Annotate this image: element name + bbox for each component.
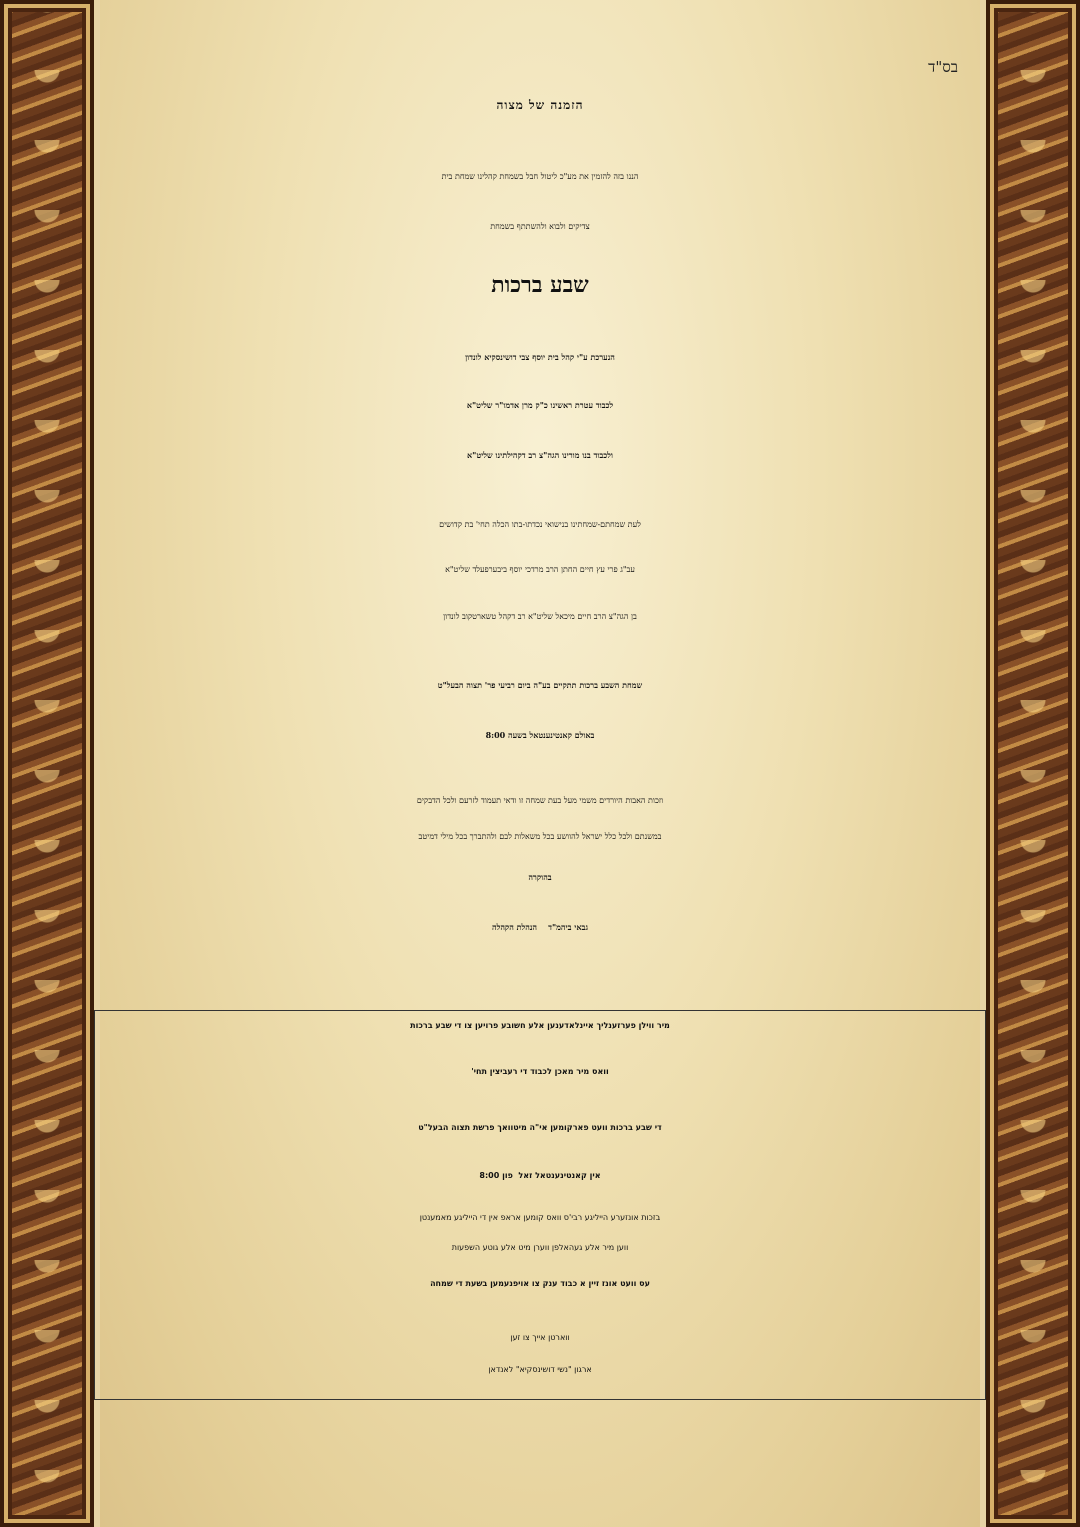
yiddish-line-6: ווען מיר אלע געהאלפן ווערן מיט אלע גוטע השפעות	[451, 1243, 629, 1252]
yiddish-line-7: עס וועט אונז זיין א כבוד ענק צו אויפנעמען בשעת די שמחה	[430, 1279, 650, 1288]
yiddish-invitation-box	[94, 1010, 986, 1400]
event-line-2: באולם קאנטינענטאל בשעה 8:00	[485, 730, 595, 740]
host-line-1: הנערכת ע"י קהל בית יוסף צבי דושינסקיא לונדון	[465, 352, 615, 362]
yiddish-line-4: אין קאנטינענטאל זאל פון 8:00	[479, 1171, 601, 1180]
event-line-1: שמחת השבע ברכות תתקיים בע"ה ביום רביעי פר' תצוה הבעל"ט	[437, 680, 643, 690]
signature-line: גבאי ביהמ"ד הנהלת הקהלה	[491, 922, 588, 932]
simcha-line-1: לעת שמחתם-שמחתינו בנישואי נכדתו-בתו הכלה תחי' בת קדושים	[439, 520, 641, 529]
yiddish-line-1: מיר ווילן פערזענליך איינלאדענען אלע חשובע פרויען צו די שבע ברכות	[410, 1021, 670, 1030]
decorative-border-right	[986, 0, 1080, 1527]
yiddish-line-9: ארגון "נשי דושינסקיא" לאנדאן	[488, 1365, 592, 1374]
yiddish-line-8: ווארטן אייך צו זען	[510, 1333, 570, 1342]
yiddish-line-3: די שבע ברכות וועט פארקומען אי"ה מיטוואך פרשת תצוה הבעל"ט	[418, 1123, 662, 1132]
blessing-line-1: וזכות האבות היורדים משמי מעל בעת שמחה זו ודאי תעמוד לזרעם ולכל הדבקים	[416, 796, 664, 805]
blessing-line-2: במשנתם ולכל כלל ישראל להוושע בכל משאלות לבם ולהתברך בכל מילי דמיטב	[418, 832, 662, 841]
host-line-3: ולכבוד בנו מורינו הגה"צ רב דקהילתינו שליט"א	[467, 450, 613, 460]
closing-text: בהוקרה	[528, 872, 552, 882]
host-line-2: לכבוד עטרת ראשינו כ"ק מרן אדמו"ר שליט"א	[466, 400, 614, 410]
invitation-title: הזמנה של מצוה	[496, 98, 584, 112]
decorative-border-left	[0, 0, 94, 1527]
yiddish-line-2: וואס מיר מאכן לכבוד די רעביצין תחי'	[471, 1067, 609, 1076]
simcha-line-2: עב"ג פרי עץ חיים החתן הרב מרדכי יוסף ביבערפעלד שליט"א	[445, 565, 635, 574]
simcha-line-3: בן הגה"צ הרב חיים מיכאל שליט"א רב דקהל טשארטקוב לונדון	[443, 612, 637, 621]
yiddish-line-5: בזכות אונזערע הייליגע רבי'ס וואס קומען אראפ אין די הייליגע מאמענטן	[419, 1213, 661, 1222]
bsd-mark: בס"ד	[928, 58, 958, 76]
main-title: שבע ברכות	[491, 272, 589, 298]
intro-line-2: צדיקים ולבוא ולהשתתף בשמחת	[490, 222, 590, 231]
intro-line-1: הננו בזה להזמין את מע"כ ליטול חבל בשמחת קהלינו שמחת בית	[441, 172, 639, 181]
